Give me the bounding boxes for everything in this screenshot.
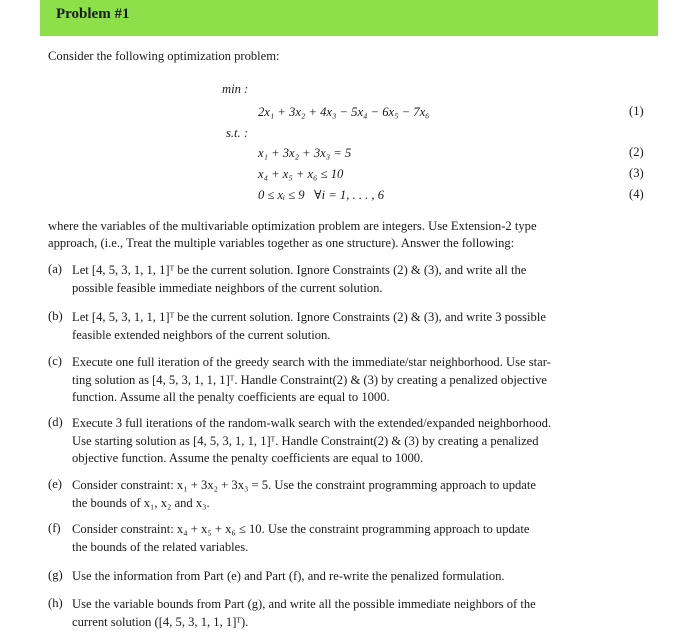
problem-header-banner bbox=[40, 0, 658, 36]
part-line: the bounds of x₁, x₂ and x₃. bbox=[72, 495, 210, 510]
part-line: feasible extended neighbors of the current solution. bbox=[72, 327, 331, 342]
part-line: Let [4, 5, 3, 1, 1, 1]ᵀ be the current solution. Ignore Constraints (2) & (3), and write all the bbox=[72, 263, 527, 277]
part-f-label: (f) bbox=[48, 521, 61, 535]
problem-description bbox=[48, 218, 658, 252]
part-line: Use the information from Part (e) and Part (f), and re-write the penalized formulation. bbox=[72, 569, 505, 583]
part-line: the bounds of the related variables. bbox=[72, 539, 249, 554]
constraint-4: 0 ≤ xᵢ ≤ 9 ∀i = 1, . . . , 6 bbox=[258, 188, 385, 202]
part-h-text bbox=[72, 596, 652, 631]
constraint-2: x₁ + 3x₂ + 3x₃ = 5 bbox=[258, 146, 352, 160]
min-label: min : bbox=[222, 82, 249, 96]
part-line: objective function. Assume the penalty coefficients are equal to 1000. bbox=[72, 451, 424, 465]
part-line: current solution ([4, 5, 3, 1, 1, 1]ᵀ). bbox=[72, 614, 249, 629]
part-a-text bbox=[72, 262, 652, 297]
constraint-3: x₄ + x₅ + x₆ ≤ 10 bbox=[258, 167, 344, 181]
intro-text: Consider the following optimization problem: bbox=[48, 49, 280, 63]
subject-to-label: s.t. : bbox=[226, 126, 249, 140]
equation-number-3: (3) bbox=[629, 166, 644, 180]
equation-number-2: (2) bbox=[629, 145, 644, 159]
objective-function: 2x₁ + 3x₂ + 4x₃ − 5x₄ − 6x₅ − 7x₆ bbox=[258, 105, 430, 119]
equation-number-4: (4) bbox=[629, 187, 644, 201]
part-c-text bbox=[72, 354, 652, 407]
part-f-text bbox=[72, 521, 652, 556]
description-line: where the variables of the multivariable optimization problem are integers. Use Extension-2 type bbox=[48, 219, 537, 233]
part-b-text bbox=[72, 309, 652, 344]
part-line: Execute 3 full iterations of the random-walk search with the extended/expanded neighborhood. bbox=[72, 416, 552, 430]
part-g-text bbox=[72, 568, 652, 586]
part-line: Execute one full iteration of the greedy search with the immediate/star neighborhood. Use star- bbox=[72, 355, 551, 369]
part-e-text bbox=[72, 477, 652, 512]
part-e-label: (e) bbox=[48, 477, 62, 491]
part-g-label: (g) bbox=[48, 568, 63, 582]
equation-number-1: (1) bbox=[629, 104, 644, 118]
description-line: approach, (i.e., Treat the multiple variables together as one structure). Answer the following: bbox=[48, 236, 515, 250]
part-line: possible feasible immediate neighbors of the current solution. bbox=[72, 280, 383, 295]
part-line: ting solution as [4, 5, 3, 1, 1, 1]ᵀ. Handle Constraint(2) & (3) by creating a penalized objective bbox=[72, 372, 547, 387]
part-d-text bbox=[72, 415, 652, 468]
part-line: function. Assume all the penalty coefficients are equal to 1000. bbox=[72, 390, 390, 404]
part-h-label: (h) bbox=[48, 596, 63, 610]
problem-title: Problem #1 bbox=[56, 6, 130, 22]
part-c-label: (c) bbox=[48, 354, 62, 368]
part-line: Consider constraint: x₁ + 3x₂ + 3x₃ = 5. Use the constraint programming approach to update bbox=[72, 478, 536, 492]
part-line: Let [4, 5, 3, 1, 1, 1]ᵀ be the current solution. Ignore Constraints (2) & (3), and write 3 possible bbox=[72, 310, 546, 324]
part-a-label: (a) bbox=[48, 262, 62, 276]
part-line: Use starting solution as [4, 5, 3, 1, 1, 1]ᵀ. Handle Constraint(2) & (3) by creating a penalized bbox=[72, 433, 539, 448]
part-line: Consider constraint: x₄ + x₅ + x₆ ≤ 10. Use the constraint programming approach to update bbox=[72, 522, 530, 536]
part-b-label: (b) bbox=[48, 309, 63, 323]
part-line: Use the variable bounds from Part (g), and write all the possible immediate neighbors of the bbox=[72, 597, 536, 611]
part-d-label: (d) bbox=[48, 415, 63, 429]
